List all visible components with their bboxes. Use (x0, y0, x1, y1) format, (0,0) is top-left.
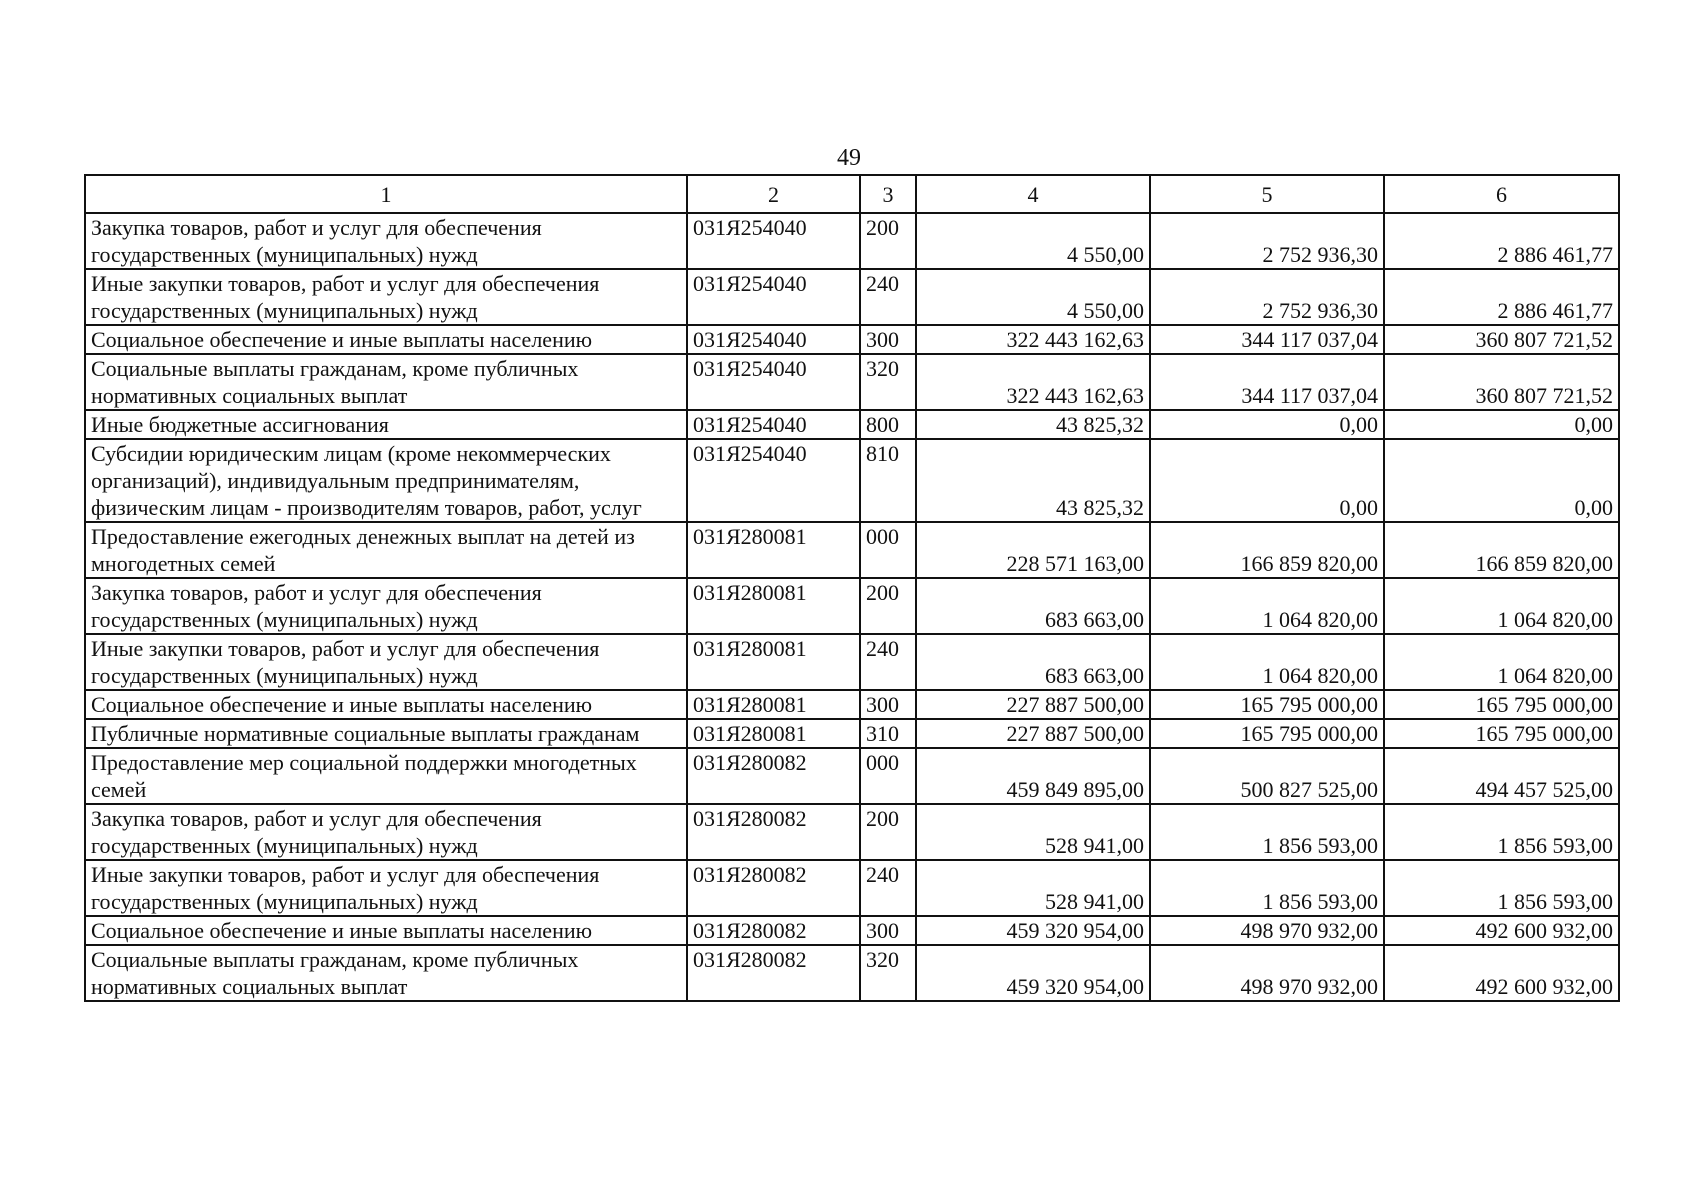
row-value-col6: 360 807 721,52 (1384, 325, 1619, 354)
row-value-col4: 322 443 162,63 (916, 325, 1150, 354)
table-row (85, 269, 1619, 325)
row-value-col5: 2 752 936,30 (1150, 269, 1384, 325)
row-type-cell: 200 (860, 213, 916, 269)
column-header-1: 1 (85, 175, 687, 213)
row-value-col5: 1 064 820,00 (1150, 634, 1384, 690)
row-value-col5: 498 970 932,00 (1150, 916, 1384, 945)
row-type-cell: 240 (860, 634, 916, 690)
row-type-cell: 800 (860, 410, 916, 439)
row-value-col6: 166 859 820,00 (1384, 522, 1619, 578)
row-value-col5: 166 859 820,00 (1150, 522, 1384, 578)
row-type-cell: 240 (860, 860, 916, 916)
row-code-cell: 031Я254040 (687, 410, 860, 439)
row-value-col5: 1 856 593,00 (1150, 860, 1384, 916)
table-row (85, 578, 1619, 634)
row-value-col4: 459 320 954,00 (916, 945, 1150, 1001)
row-code-cell: 031Я254040 (687, 439, 860, 522)
row-code-cell: 031Я280081 (687, 719, 860, 748)
row-name-cell: Иные бюджетные ассигнования (85, 410, 687, 439)
row-code-cell: 031Я254040 (687, 354, 860, 410)
column-header-6: 6 (1384, 175, 1619, 213)
row-value-col6: 492 600 932,00 (1384, 916, 1619, 945)
row-value-col4: 43 825,32 (916, 439, 1150, 522)
row-type-cell: 320 (860, 354, 916, 410)
row-value-col4: 528 941,00 (916, 804, 1150, 860)
row-name-cell: Социальные выплаты гражданам, кроме публичных нормативных социальных выплат (85, 945, 687, 1001)
row-name-cell: Закупка товаров, работ и услуг для обеспечения государственных (муниципальных) нужд (85, 578, 687, 634)
row-value-col4: 459 320 954,00 (916, 916, 1150, 945)
row-value-col6: 1 064 820,00 (1384, 634, 1619, 690)
column-header-2: 2 (687, 175, 860, 213)
table-header (85, 175, 1619, 213)
row-value-col4: 228 571 163,00 (916, 522, 1150, 578)
row-code-cell: 031Я280082 (687, 945, 860, 1001)
row-code-cell: 031Я254040 (687, 325, 860, 354)
row-value-col4: 43 825,32 (916, 410, 1150, 439)
row-value-col5: 1 064 820,00 (1150, 578, 1384, 634)
row-name-cell: Закупка товаров, работ и услуг для обеспечения государственных (муниципальных) нужд (85, 804, 687, 860)
row-value-col4: 4 550,00 (916, 269, 1150, 325)
row-value-col4: 322 443 162,63 (916, 354, 1150, 410)
row-code-cell: 031Я280081 (687, 634, 860, 690)
row-value-col4: 459 849 895,00 (916, 748, 1150, 804)
row-code-cell: 031Я280082 (687, 804, 860, 860)
row-name-cell: Социальные выплаты гражданам, кроме публичных нормативных социальных выплат (85, 354, 687, 410)
row-value-col6: 2 886 461,77 (1384, 213, 1619, 269)
row-code-cell: 031Я280082 (687, 860, 860, 916)
table-row (85, 916, 1619, 945)
row-code-cell: 031Я254040 (687, 269, 860, 325)
table-row (85, 213, 1619, 269)
page-number: 49 (837, 145, 861, 171)
row-name-cell: Иные закупки товаров, работ и услуг для обеспечения государственных (муниципальных) нужд (85, 634, 687, 690)
row-type-cell: 300 (860, 690, 916, 719)
row-value-col4: 683 663,00 (916, 634, 1150, 690)
row-name-cell: Закупка товаров, работ и услуг для обеспечения государственных (муниципальных) нужд (85, 213, 687, 269)
row-code-cell: 031Я280081 (687, 690, 860, 719)
row-value-col4: 683 663,00 (916, 578, 1150, 634)
table-row (85, 719, 1619, 748)
row-value-col5: 165 795 000,00 (1150, 690, 1384, 719)
header-row (85, 175, 1619, 213)
row-code-cell: 031Я280082 (687, 916, 860, 945)
row-value-col5: 344 117 037,04 (1150, 354, 1384, 410)
table-body (85, 213, 1619, 1001)
row-name-cell: Предоставление мер социальной поддержки многодетных семей (85, 748, 687, 804)
row-value-col6: 165 795 000,00 (1384, 719, 1619, 748)
row-value-col5: 2 752 936,30 (1150, 213, 1384, 269)
row-type-cell: 000 (860, 522, 916, 578)
row-value-col6: 0,00 (1384, 410, 1619, 439)
row-type-cell: 000 (860, 748, 916, 804)
row-value-col6: 1 856 593,00 (1384, 804, 1619, 860)
row-value-col5: 1 856 593,00 (1150, 804, 1384, 860)
row-value-col6: 1 856 593,00 (1384, 860, 1619, 916)
row-name-cell: Социальное обеспечение и иные выплаты населению (85, 916, 687, 945)
row-value-col6: 492 600 932,00 (1384, 945, 1619, 1001)
budget-table (84, 174, 1620, 1002)
row-value-col6: 494 457 525,00 (1384, 748, 1619, 804)
row-value-col4: 227 887 500,00 (916, 690, 1150, 719)
row-type-cell: 320 (860, 945, 916, 1001)
row-value-col5: 0,00 (1150, 439, 1384, 522)
row-type-cell: 240 (860, 269, 916, 325)
table-row (85, 325, 1619, 354)
row-value-col6: 360 807 721,52 (1384, 354, 1619, 410)
row-type-cell: 310 (860, 719, 916, 748)
row-name-cell: Иные закупки товаров, работ и услуг для обеспечения государственных (муниципальных) нужд (85, 860, 687, 916)
row-value-col4: 227 887 500,00 (916, 719, 1150, 748)
row-type-cell: 300 (860, 325, 916, 354)
row-code-cell: 031Я280082 (687, 748, 860, 804)
column-header-5: 5 (1150, 175, 1384, 213)
row-code-cell: 031Я280081 (687, 578, 860, 634)
column-header-4: 4 (916, 175, 1150, 213)
row-name-cell: Субсидии юридическим лицам (кроме некоммерческих организаций), индивидуальным предпринимателям, физическим лицам - производителям товаров, работ, услуг (85, 439, 687, 522)
row-type-cell: 810 (860, 439, 916, 522)
row-name-cell: Социальное обеспечение и иные выплаты населению (85, 325, 687, 354)
table-row (85, 690, 1619, 719)
row-value-col5: 344 117 037,04 (1150, 325, 1384, 354)
table-row (85, 860, 1619, 916)
row-name-cell: Социальное обеспечение и иные выплаты населению (85, 690, 687, 719)
row-value-col6: 165 795 000,00 (1384, 690, 1619, 719)
row-value-col5: 165 795 000,00 (1150, 719, 1384, 748)
row-code-cell: 031Я280081 (687, 522, 860, 578)
row-type-cell: 200 (860, 804, 916, 860)
row-type-cell: 300 (860, 916, 916, 945)
row-name-cell: Предоставление ежегодных денежных выплат на детей из многодетных семей (85, 522, 687, 578)
table-row (85, 748, 1619, 804)
row-value-col4: 528 941,00 (916, 860, 1150, 916)
table-row (85, 439, 1619, 522)
row-value-col6: 1 064 820,00 (1384, 578, 1619, 634)
table-row (85, 410, 1619, 439)
row-name-cell: Иные закупки товаров, работ и услуг для обеспечения государственных (муниципальных) нужд (85, 269, 687, 325)
table-row (85, 804, 1619, 860)
row-name-cell: Публичные нормативные социальные выплаты гражданам (85, 719, 687, 748)
row-code-cell: 031Я254040 (687, 213, 860, 269)
table-row (85, 945, 1619, 1001)
table-row (85, 634, 1619, 690)
row-value-col6: 2 886 461,77 (1384, 269, 1619, 325)
table-row (85, 522, 1619, 578)
row-value-col4: 4 550,00 (916, 213, 1150, 269)
row-value-col5: 0,00 (1150, 410, 1384, 439)
row-type-cell: 200 (860, 578, 916, 634)
row-value-col6: 0,00 (1384, 439, 1619, 522)
row-value-col5: 500 827 525,00 (1150, 748, 1384, 804)
table-row (85, 354, 1619, 410)
row-value-col5: 498 970 932,00 (1150, 945, 1384, 1001)
column-header-3: 3 (860, 175, 916, 213)
